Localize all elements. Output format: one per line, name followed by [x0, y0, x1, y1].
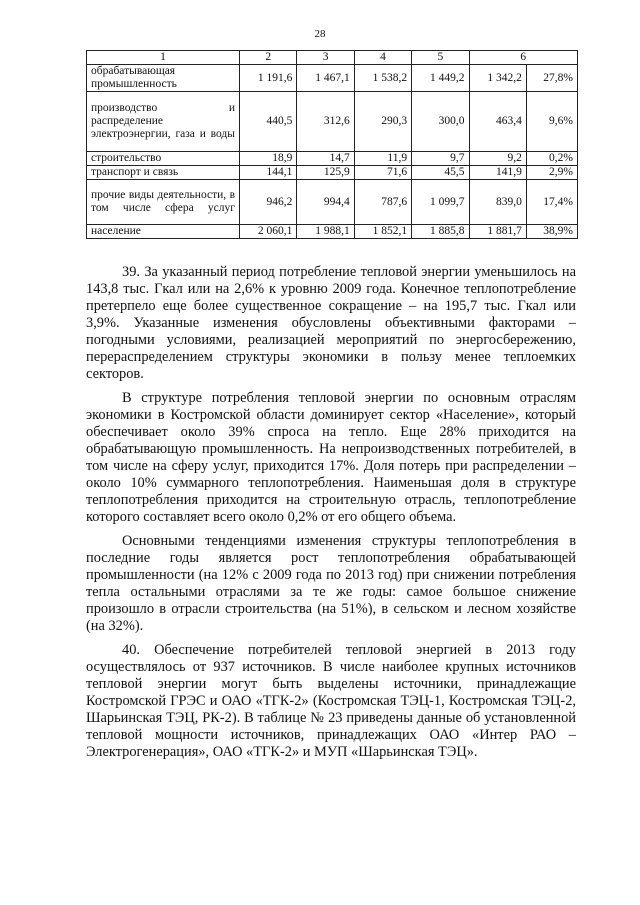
consumption-table — [86, 50, 578, 239]
table-cell-share: 0,2% — [526, 152, 577, 166]
table-cell: 71,6 — [354, 166, 411, 180]
table-cell: 144,1 — [240, 166, 297, 180]
table-cell: 1 449,2 — [412, 65, 469, 92]
table-cell: 290,3 — [354, 92, 411, 152]
paragraph-40: 40. Обеспечение потребителей тепловой энергией в 2013 году осуществлялось от 937 источников. В числе наиболее крупных источников тепловой энергии могут быть выделены источники, принадлежащие Костромской ГРЭС и ОАО «ТГК-2» (Костромская ТЭЦ-1, Костромская ТЭЦ-2, Шарьинская ТЭЦ, РК-2). В таблице № 23 приведены данные об установленной тепловой мощности источников, принадлежащих ОАО «Интер РАО – Электрогенерация», ОАО «ТГК-2» и МУП «Шарьинская ТЭЦ». — [86, 642, 576, 760]
table-cell: 141,9 — [469, 166, 526, 180]
column-header: 1 — [87, 51, 240, 65]
row-label: население — [87, 225, 240, 239]
table-cell: 1 881,7 — [469, 225, 526, 239]
table-cell: 787,6 — [354, 180, 411, 225]
table-cell-share: 27,8% — [526, 65, 577, 92]
column-header: 4 — [354, 51, 411, 65]
table-row — [87, 180, 578, 225]
row-label: транспорт и связь — [87, 166, 240, 180]
table-row — [87, 65, 578, 92]
table-cell: 1 191,6 — [240, 65, 297, 92]
table-cell: 9,2 — [469, 152, 526, 166]
table-cell-share: 17,4% — [526, 180, 577, 225]
table-cell: 1 885,8 — [412, 225, 469, 239]
table-row — [87, 152, 578, 166]
table-cell: 1 342,2 — [469, 65, 526, 92]
column-header: 2 — [240, 51, 297, 65]
page-number: 28 — [314, 28, 326, 40]
table-cell: 1 852,1 — [354, 225, 411, 239]
table-cell: 300,0 — [412, 92, 469, 152]
body-text — [86, 264, 576, 768]
table-cell: 1 988,1 — [297, 225, 354, 239]
table-cell-share: 9,6% — [526, 92, 577, 152]
table-cell: 45,5 — [412, 166, 469, 180]
table-cell: 1 099,7 — [412, 180, 469, 225]
table-cell: 18,9 — [240, 152, 297, 166]
table-cell: 11,9 — [354, 152, 411, 166]
column-header: 5 — [412, 51, 469, 65]
table-cell: 1 538,2 — [354, 65, 411, 92]
table-cell: 839,0 — [469, 180, 526, 225]
table-cell: 9,7 — [412, 152, 469, 166]
table-header-row — [87, 51, 578, 65]
row-label: производство и распределение электроэнергии, газа и воды — [87, 92, 240, 152]
table-row — [87, 225, 578, 239]
table-cell: 946,2 — [240, 180, 297, 225]
table-cell: 312,6 — [297, 92, 354, 152]
table-cell: 2 060,1 — [240, 225, 297, 239]
table-cell-share: 2,9% — [526, 166, 577, 180]
column-header: 3 — [297, 51, 354, 65]
table-cell: 14,7 — [297, 152, 354, 166]
table-row — [87, 92, 578, 152]
row-label: строительство — [87, 152, 240, 166]
table-cell-share: 38,9% — [526, 225, 577, 239]
paragraph-structure: В структуре потребления тепловой энергии по основным отраслям экономики в Костромской области доминирует сектор «Население», который обеспечивает около 39% спроса на тепло. Еще 28% приходится на обрабатывающую промышленность. На непроизводственных потребителей, в том числе на сферу услуг, приходится 17%. Доля потерь при распределении – около 10% суммарного теплопотребления. Наименьшая доля в структуре теплопотребления приходится на строительную отрасль, теплопотребление которого составляет всего около 0,2% от его общего объема. — [86, 390, 576, 525]
row-label: прочие виды деятельности, в том числе сфера услуг — [87, 180, 240, 225]
paragraph-trends: Основными тенденциями изменения структуры теплопотребления в последние годы является рост теплопотребления обрабатывающей промышленности (на 12% с 2009 года по 2013 год) при снижении потребления тепла остальными отраслями за те же годы: самое большое снижение произошло в отрасли строительства (на 51%), в сельском и лесном хозяйстве (на 32%). — [86, 533, 576, 634]
row-label: обрабатывающая промышленность — [87, 65, 240, 92]
table-cell: 463,4 — [469, 92, 526, 152]
table-cell: 1 467,1 — [297, 65, 354, 92]
table-cell: 125,9 — [297, 166, 354, 180]
table-row — [87, 166, 578, 180]
column-header: 6 — [469, 51, 578, 65]
paragraph-39: 39. За указанный период потребление тепловой энергии уменьшилось на 143,8 тыс. Гкал или на 2,6% к уровню 2009 года. Конечное теплопотребление претерпело еще более существенное сокращение – на 195,7 тыс. Гкал или 3,9%. Указанные изменения обусловлены объективными факторами – погодными условиями, реализацией мероприятий по энергосбережению, перераспределением структуры экономики в пользу менее теплоемких секторов. — [86, 264, 576, 382]
table-cell: 440,5 — [240, 92, 297, 152]
table-cell: 994,4 — [297, 180, 354, 225]
